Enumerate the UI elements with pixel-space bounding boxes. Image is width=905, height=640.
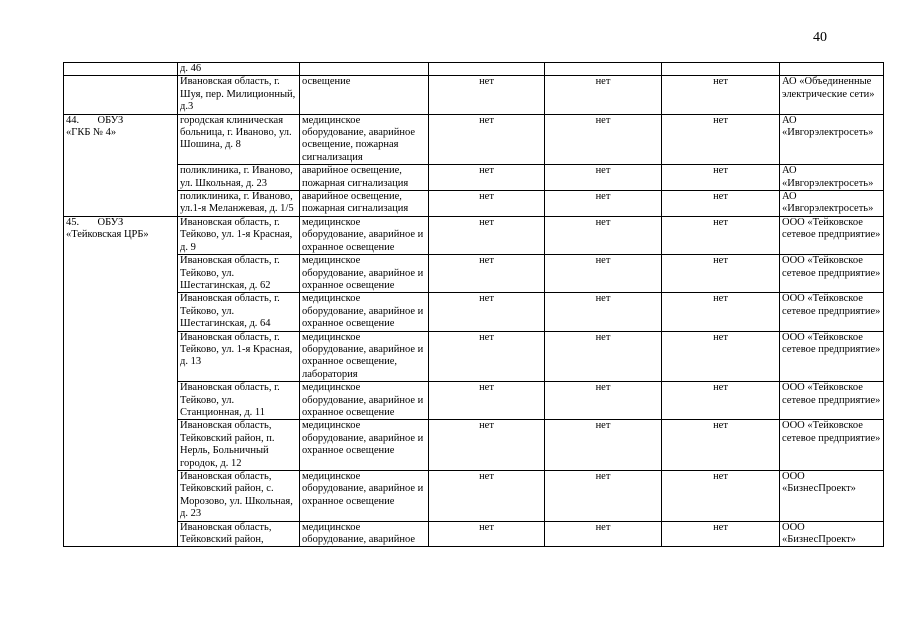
value-cell: [429, 63, 545, 76]
org-cell: [64, 114, 178, 216]
supplier-cell: ООО «БизнесПроект»: [780, 521, 884, 547]
org-name: «ГКБ № 4»: [66, 127, 117, 139]
table-row: [64, 420, 884, 471]
value-cell: нет: [545, 521, 662, 547]
table-row: [64, 165, 884, 191]
table-row: [64, 76, 884, 114]
table-row: [64, 382, 884, 420]
value-cell: нет: [429, 521, 545, 547]
equipment-cell: аварийное освещение, пожарная сигнализация: [300, 165, 429, 191]
value-cell: нет: [662, 165, 780, 191]
supplier-cell: АО «Объединенные электрические сети»: [780, 76, 884, 114]
value-cell: нет: [429, 76, 545, 114]
org-heading: [66, 217, 175, 229]
equipment-cell: медицинское оборудование, аварийное и охранное освещение: [300, 293, 429, 331]
value-cell: нет: [662, 521, 780, 547]
value-cell: [662, 63, 780, 76]
equipment-cell: медицинское оборудование, аварийное и охранное освещение: [300, 216, 429, 254]
org-cell: [64, 216, 178, 547]
equipment-cell: [300, 63, 429, 76]
value-cell: нет: [662, 114, 780, 165]
value-cell: нет: [545, 471, 662, 522]
supplier-cell: АО «Ивгорэлектросеть»: [780, 114, 884, 165]
value-cell: нет: [545, 331, 662, 382]
equipment-cell: медицинское оборудование, аварийное и охранное освещение: [300, 420, 429, 471]
address-cell: поликлиника, г. Иваново, ул.1-я Меланжевая, д. 1/5: [178, 191, 300, 217]
org-cell: [64, 63, 178, 76]
address-cell: Ивановская область, г. Тейково, ул. 1-я Красная, д. 13: [178, 331, 300, 382]
table-row: [64, 191, 884, 217]
address-cell: Ивановская область, г. Шуя, пер. Милиционный, д.3: [178, 76, 300, 114]
value-cell: нет: [662, 471, 780, 522]
address-cell: Ивановская область, Тейковский район,: [178, 521, 300, 547]
value-cell: [545, 63, 662, 76]
org-number: 44.: [66, 114, 80, 126]
value-cell: нет: [545, 420, 662, 471]
value-cell: нет: [429, 331, 545, 382]
table-row: [64, 216, 884, 254]
value-cell: нет: [662, 191, 780, 217]
value-cell: нет: [545, 293, 662, 331]
value-cell: нет: [429, 255, 545, 293]
address-cell: Ивановская область, Тейковский район, п. Нерль, Больничный городок, д. 12: [178, 420, 300, 471]
org-name: «Тейковская ЦРБ»: [66, 229, 149, 241]
value-cell: нет: [545, 165, 662, 191]
value-cell: нет: [662, 216, 780, 254]
table-row: [64, 293, 884, 331]
org-type: ОБУЗ: [97, 114, 124, 126]
table-row: [64, 331, 884, 382]
supplier-cell: ООО «Тейковское сетевое предприятие»: [780, 331, 884, 382]
address-cell: Ивановская область, Тейковский район, с. Морозово, ул. Школьная, д. 23: [178, 471, 300, 522]
supplier-cell: ООО «Тейковское сетевое предприятие»: [780, 293, 884, 331]
value-cell: нет: [662, 420, 780, 471]
value-cell: нет: [545, 382, 662, 420]
equipment-cell: медицинское оборудование, аварийное и охранное освещение: [300, 471, 429, 522]
address-cell: д. 46: [178, 63, 300, 76]
value-cell: нет: [545, 76, 662, 114]
value-cell: нет: [429, 165, 545, 191]
org-type: ОБУЗ: [97, 216, 124, 228]
table-row: [64, 521, 884, 547]
org-heading: [66, 115, 175, 127]
value-cell: нет: [429, 420, 545, 471]
value-cell: нет: [545, 191, 662, 217]
address-cell: Ивановская область, г. Тейково, ул. Станционная, д. 11: [178, 382, 300, 420]
value-cell: нет: [545, 114, 662, 165]
address-cell: Ивановская область, г. Тейково, ул. 1-я Красная, д. 9: [178, 216, 300, 254]
value-cell: нет: [429, 471, 545, 522]
value-cell: нет: [662, 331, 780, 382]
equipment-table: [63, 62, 884, 547]
value-cell: нет: [662, 255, 780, 293]
equipment-cell: освещение: [300, 76, 429, 114]
value-cell: нет: [662, 382, 780, 420]
org-cell: [64, 76, 178, 114]
address-cell: городская клиническая больница, г. Иваново, ул. Шошина, д. 8: [178, 114, 300, 165]
supplier-cell: ООО «Тейковское сетевое предприятие»: [780, 382, 884, 420]
table-row: [64, 471, 884, 522]
value-cell: нет: [662, 293, 780, 331]
equipment-cell: медицинское оборудование, аварийное: [300, 521, 429, 547]
value-cell: нет: [429, 216, 545, 254]
supplier-cell: АО «Ивгорэлектросеть»: [780, 191, 884, 217]
page-number: 40: [813, 30, 827, 45]
equipment-cell: медицинское оборудование, аварийное и охранное освещение, лаборатория: [300, 331, 429, 382]
supplier-cell: ООО «Тейковское сетевое предприятие»: [780, 420, 884, 471]
address-cell: Ивановская область, г. Тейково, ул. Шестагинская, д. 64: [178, 293, 300, 331]
table-row: [64, 114, 884, 165]
value-cell: нет: [545, 255, 662, 293]
value-cell: нет: [429, 293, 545, 331]
org-number: 45.: [66, 216, 80, 228]
equipment-cell: медицинское оборудование, аварийное и охранное освещение: [300, 255, 429, 293]
supplier-cell: ООО «БизнесПроект»: [780, 471, 884, 522]
value-cell: нет: [429, 382, 545, 420]
value-cell: нет: [429, 114, 545, 165]
address-cell: поликлиника, г. Иваново, ул. Школьная, д. 23: [178, 165, 300, 191]
supplier-cell: [780, 63, 884, 76]
equipment-cell: медицинское оборудование, аварийное и охранное освещение: [300, 382, 429, 420]
equipment-cell: аварийное освещение, пожарная сигнализация: [300, 191, 429, 217]
table-row: [64, 63, 884, 76]
value-cell: нет: [545, 216, 662, 254]
value-cell: нет: [662, 76, 780, 114]
table-row: [64, 255, 884, 293]
supplier-cell: ООО «Тейковское сетевое предприятие»: [780, 216, 884, 254]
value-cell: нет: [429, 191, 545, 217]
supplier-cell: АО «Ивгорэлектросеть»: [780, 165, 884, 191]
address-cell: Ивановская область, г. Тейково, ул. Шестагинская, д. 62: [178, 255, 300, 293]
supplier-cell: ООО «Тейковское сетевое предприятие»: [780, 255, 884, 293]
equipment-cell: медицинское оборудование, аварийное освещение, пожарная сигнализация: [300, 114, 429, 165]
